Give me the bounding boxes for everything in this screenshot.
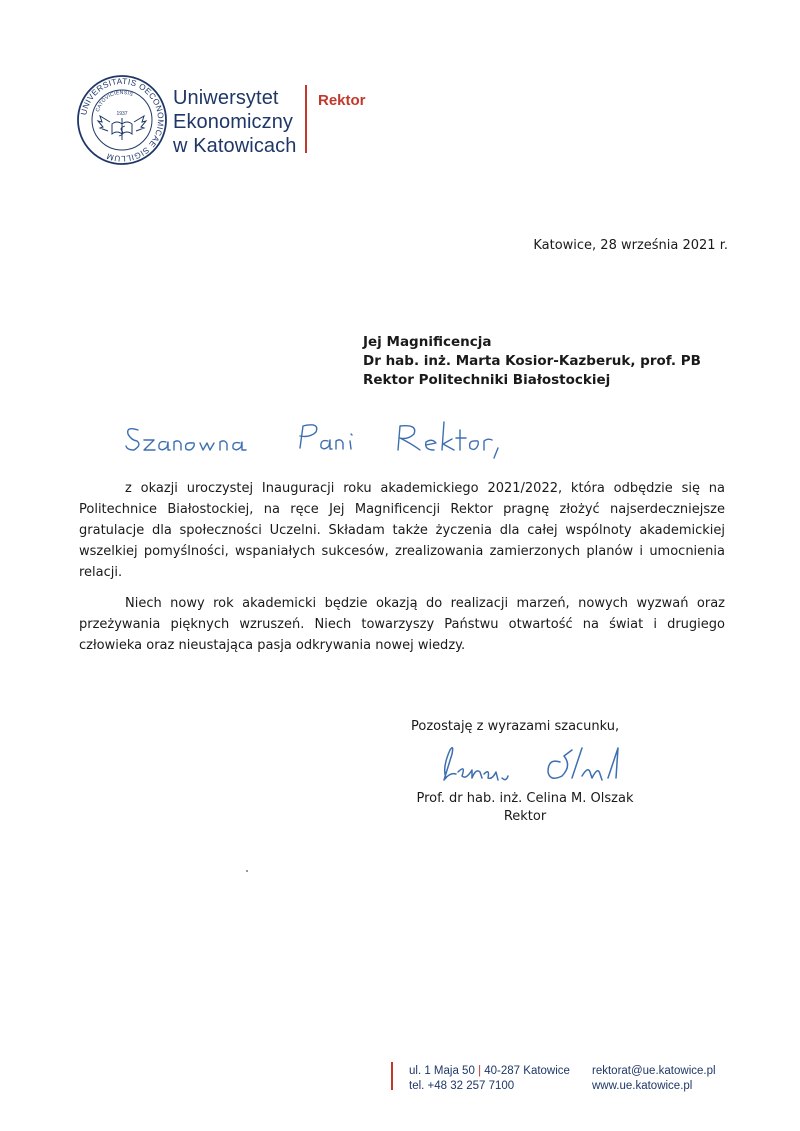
svg-text:CATOVICIENSIS: CATOVICIENSIS: [94, 89, 134, 113]
university-seal-logo: [76, 74, 168, 166]
footer-email[interactable]: rektorat@ue.katowice.pl: [592, 1065, 716, 1077]
signer-name: Prof. dr hab. inż. Celina M. Olszak: [416, 791, 634, 806]
footer-contact: [409, 1064, 570, 1094]
handwritten-signature: [432, 738, 632, 788]
university-name-line1: Uniwersytet: [173, 87, 279, 109]
recipient-line2: Dr hab. inż. Marta Kosior-Kazberuk, prof. PB: [363, 353, 701, 369]
footer-website[interactable]: www.ue.katowice.pl: [592, 1080, 693, 1092]
body-paragraph: Niech nowy rok akademicki będzie okazją do realizacji marzeń, nowych wyzwań oraz przeżywania pięknych wzruszeń. Niech towarzyszy Państwu otwartość na świat i drugiego człowieka oraz nieustająca pasja odkrywania nowej wiedzy.: [79, 596, 725, 653]
recipient-line1: Jej Magnificencja: [363, 334, 492, 350]
svg-text:1937: 1937: [116, 111, 128, 117]
letter-body: [79, 478, 725, 666]
university-name: [173, 86, 296, 158]
scan-speck: [246, 870, 248, 872]
university-name-line2: Ekonomiczny: [173, 111, 294, 133]
recipient-line3: Rektor Politechniki Białostockiej: [363, 372, 611, 388]
signer-block: [405, 790, 645, 826]
handwritten-salutation: [122, 410, 542, 460]
footer-street: ul. 1 Maja 50: [409, 1065, 475, 1077]
signer-title: Rektor: [503, 809, 547, 824]
footer-divider: [391, 1062, 393, 1090]
university-name-line3: w Katowicach: [173, 135, 297, 157]
body-paragraph: z okazji uroczystej Inauguracji roku akademickiego 2021/2022, która odbędzie się na Politechnice Białostockiej, na ręce Jej Magnificencji Rektor pragnę złożyć najserdeczniejsze gratulacje dla społeczności Uczelni. Składam także życzenia dla całej wspólnoty akademickiej wszelkiej pomyślności, wspaniałych sukcesów, zrealizowania zamierzonych planów i umocnienia relacji.: [79, 481, 725, 580]
letter-date: Katowice, 28 września 2021 r.: [533, 238, 728, 253]
footer-phone: tel. +48 32 257 7100: [409, 1080, 515, 1092]
footer-online: [592, 1064, 716, 1094]
header-role: Rektor: [318, 92, 366, 109]
closing-text: Pozostaję z wyrazami szacunku,: [411, 719, 620, 734]
header-divider: [305, 85, 307, 153]
svg-text:UNIVERSITATIS OECONOMICAE SIGI: UNIVERSITATIS OECONOMICAE SIGILLUM: [79, 76, 166, 164]
footer-separator: |: [478, 1065, 482, 1077]
recipient-block: [363, 333, 701, 390]
footer-city: 40-287 Katowice: [484, 1065, 570, 1077]
